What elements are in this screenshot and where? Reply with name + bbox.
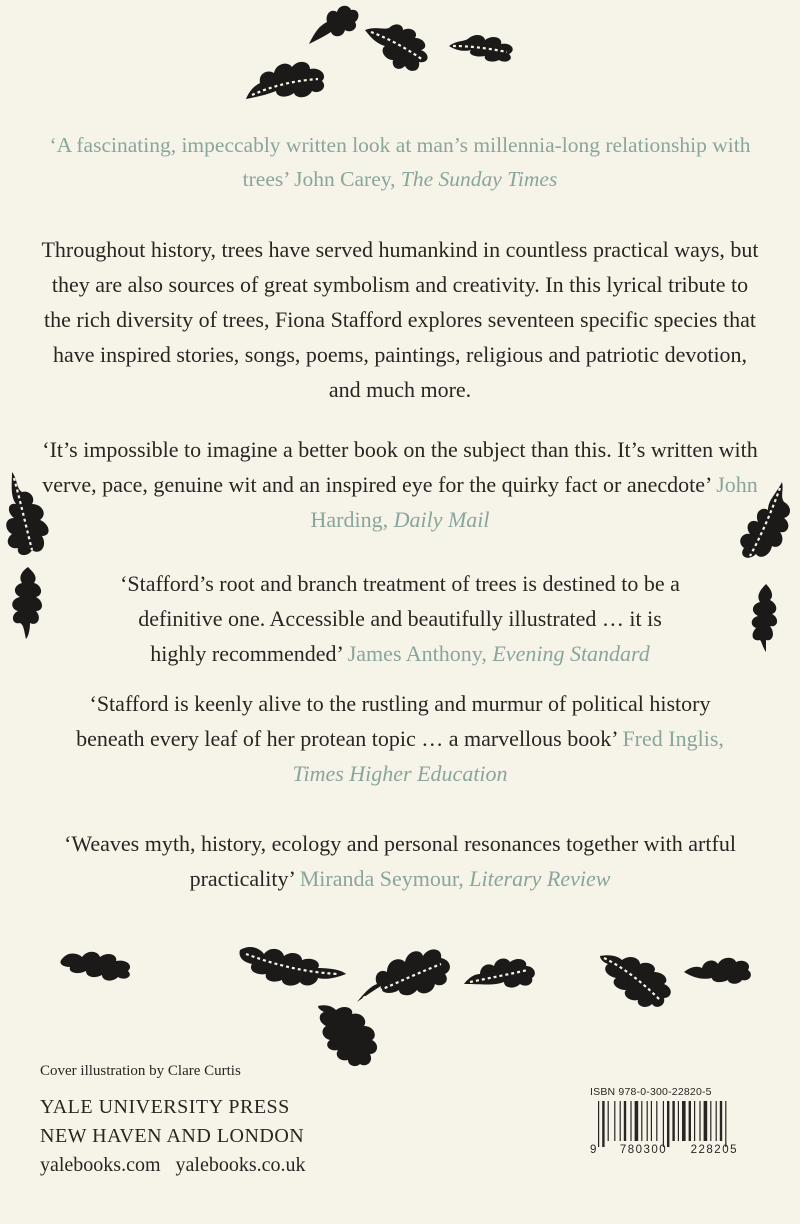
review-quote (110, 566, 690, 671)
barcode-bar (720, 1101, 722, 1141)
barcode-bar (682, 1101, 686, 1141)
barcode-bar (647, 1101, 648, 1141)
oak-leaf-icon (355, 936, 455, 1006)
barcode-bar (667, 1101, 669, 1147)
oak-leaf-icon (2, 470, 62, 560)
barcode-bar (716, 1101, 717, 1141)
barcode-bar (651, 1101, 652, 1141)
review-publication: The Sunday Times (400, 167, 558, 191)
review-author: Fred Inglis, (622, 726, 724, 751)
barcode-bar (704, 1101, 708, 1141)
barcode-digits-left: 780300 (619, 1144, 668, 1156)
barcode-graphic (596, 1101, 736, 1147)
barcode-bar (725, 1101, 726, 1147)
barcode-bar (656, 1101, 657, 1141)
barcode-bar (602, 1101, 604, 1147)
review-quote (40, 432, 760, 537)
publisher-location: NEW HAVEN AND LONDON (40, 1125, 305, 1147)
review-author: John Carey, (294, 167, 401, 191)
review-text: ‘Weaves myth, history, ecology and personal resonances together with artful practicality’ (64, 831, 736, 891)
oak-leaf-icon (682, 952, 754, 986)
barcode-digits-right: 228205 (690, 1144, 738, 1156)
barcode-bar (710, 1101, 711, 1141)
publisher-block (40, 1093, 306, 1180)
review-quote (40, 826, 760, 896)
barcode-digits (590, 1144, 738, 1156)
barcode-bar (689, 1101, 691, 1141)
top-review-quote (40, 128, 760, 196)
review-author: Miranda Seymour, (299, 866, 470, 891)
barcode-bar (620, 1101, 621, 1141)
oak-leaf-icon (738, 480, 796, 566)
barcode-bar (663, 1101, 664, 1147)
barcode-digit-first: 9 (590, 1144, 597, 1156)
oak-leaf-icon (598, 950, 688, 1010)
oak-leaf-icon (363, 20, 453, 76)
review-publication: Times Higher Education (292, 761, 508, 786)
oak-leaf-icon (305, 2, 363, 48)
oak-leaf-icon (462, 954, 538, 990)
publisher-urls: yalebooks.com yalebooks.co.uk (40, 1154, 306, 1176)
barcode-bar (699, 1101, 700, 1141)
barcode-bar (608, 1101, 609, 1141)
review-text: ‘A fascinating, impeccably written look at man’s millennia-long relationship with trees’ (49, 133, 751, 191)
barcode-bar (630, 1101, 631, 1141)
review-publication: Evening Standard (492, 641, 650, 666)
oak-leaf-icon (316, 1002, 386, 1068)
isbn-barcode (590, 1086, 738, 1166)
publisher-name: YALE UNIVERSITY PRESS (40, 1096, 290, 1118)
barcode-bar (678, 1101, 679, 1141)
book-description: Throughout history, trees have served humankind in countless practical ways, but they are also sources of great symbolism and creativity. In this lyrical tribute to the rich diversity of trees, Fiona Stafford explores seventeen specific species that have inspired stories, songs, poems, paintings, religious and patriotic devotion, and much more. (41, 237, 759, 402)
oak-leaf-icon (447, 30, 519, 64)
review-publication: Daily Mail (393, 507, 490, 532)
oak-leaf-icon (244, 55, 330, 105)
barcode-bar (694, 1101, 695, 1141)
barcode-bar (614, 1101, 615, 1141)
oak-leaf-icon (8, 565, 48, 640)
review-publication: Literary Review (469, 866, 611, 891)
review-author: John Harding, (310, 472, 758, 532)
barcode-bar (624, 1101, 626, 1141)
oak-leaf-icon (58, 945, 138, 985)
barcode-bar (641, 1101, 642, 1141)
review-quote (60, 686, 740, 791)
review-text: ‘Stafford’s root and branch treatment of trees is destined to be a definitive one. Accessible and beautifully illustrated … it is highly recommended’ (120, 571, 680, 666)
review-author: James Anthony, (347, 641, 493, 666)
isbn-label: ISBN 978-0-300-22820-5 (590, 1086, 712, 1098)
barcode-bar (598, 1101, 599, 1147)
cover-credit: Cover illustration by Clare Curtis (40, 1063, 241, 1079)
review-text: ‘It’s impossible to imagine a better book on the subject than this. It’s written with verve, pace, genuine wit and an inspired eye for the quirky fact or anecdote’ (42, 437, 758, 497)
review-text: ‘Stafford is keenly alive to the rustling and murmur of political history beneath every leaf of her protean topic … a marvellous book’ (76, 691, 711, 751)
oak-leaf-icon (238, 940, 348, 990)
barcode-bar (672, 1101, 674, 1141)
barcode-bar (635, 1101, 639, 1141)
oak-leaf-icon (748, 582, 784, 652)
